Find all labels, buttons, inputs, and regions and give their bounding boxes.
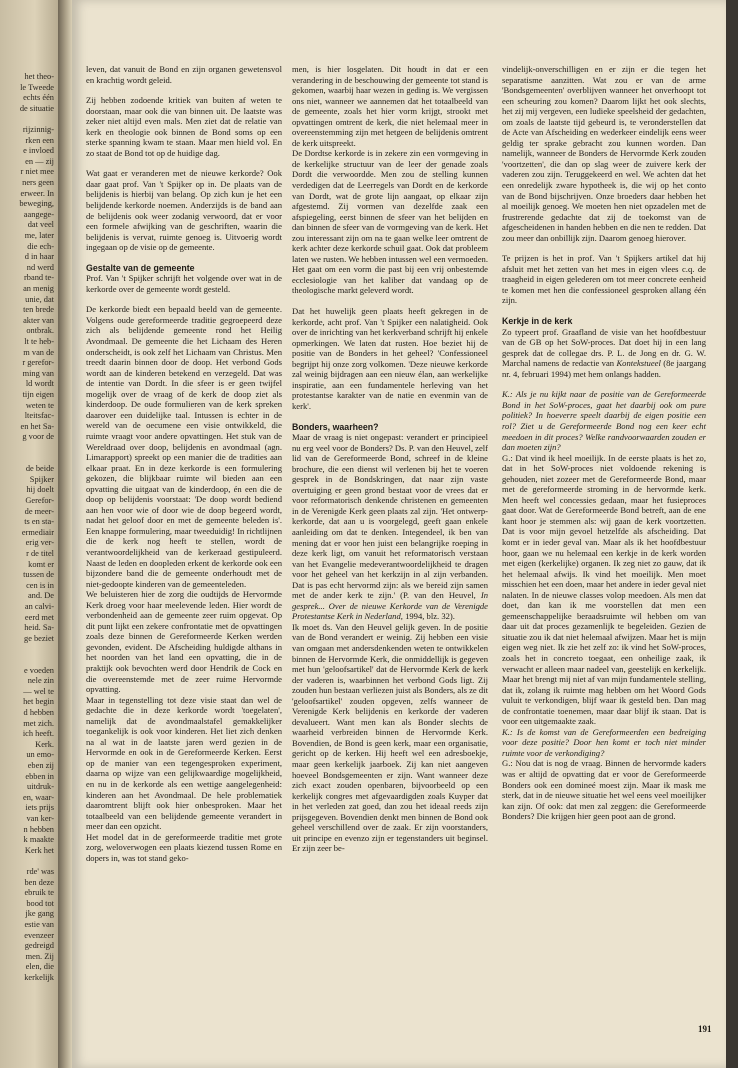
left-page-text-fragment: unie, dat: [25, 294, 54, 304]
left-page-text-fragment: het begin: [23, 697, 54, 707]
column-2: [292, 64, 488, 864]
left-page-text-fragment: men. Zij: [25, 951, 54, 961]
paragraph: Prof. Van 't Spijker schrijft het volgende over wat in de kerkorde over de gemeente wordt gesteld.: [86, 273, 282, 294]
paragraph: Ik moet ds. Van den Heuvel gelijk geven. In de positie van de Bond verandert er weinig. Zij hebben een visie van omgaan met andersdenkenden weten te ontwikkelen binnen de Hervormde Kerk, die onmiddellijk is gegeven met hun 'geloofsartikel' dat de Hervormde Kerk de kerk der vaderen is, waarbinnen het verbond Gods ligt. Zij zouden hun bestaan verliezen juist als Bonders, als ze dit 'geloofsartikel' zouden opgeven, zelfs wanneer de Verenigde Kerk belijdenis en kerkorde der vaderen devalueert. Want men kan als Bonder slechts de waarheid verbreiden binnen de Hervormde Kerk. Bovendien, de Bond is geen kerk, maar een organisatie, gericht op de kerken. Hij heeft wel een adresboekje, maar geen kerkelijk jaarboek. Zij kan niet aangeven hoeveel Bondsgemeenten er zijn. Want wanneer deze zich exact zouden openbaren, bijvoorbeeld op een kerkelijk congres met afgevaardigden zoals Kuyper dat in het verleden zat goed, dan zou het ideaal reeds zijn prijsgegeven. Bovendien denkt men binnen de Bond ook geheel verschillend over de zaak. Er zijn voorstanders, uit principe en evenzo zijn er tegenstanders uit beginsel. Er zijn zeer be-: [292, 621, 488, 854]
left-page-text-fragment: iets prijs: [25, 803, 54, 813]
interview-question: K.: Als je nu kijkt naar de positie van de Gereformeerde Bond in het SoW-proces, gaat het daarbij ook om pure politiek? In hoeverre speelt daarbij de eigen positie een rol? Ziet u de Gereformeerde Bond nog een keer echt meedoen in dit proces? Welke randvoorwaarden zouden er dan moeten zijn?: [502, 389, 706, 453]
left-page-text-fragment: bood tot: [26, 898, 54, 908]
left-page-text-fragment: erweer. In: [20, 188, 54, 198]
page-number: 191: [698, 1024, 712, 1034]
left-page-text-fragment: ten brede: [23, 305, 54, 315]
column-3: [502, 64, 706, 832]
left-page-text-fragment: k maakte: [23, 835, 54, 845]
left-page-text-fragment: le Tweede: [20, 82, 54, 92]
left-page-text-fragment: elen, die: [25, 962, 54, 972]
left-page-text-fragment: die ech-: [27, 241, 54, 251]
left-page-text-fragment: ich heeft.: [22, 729, 54, 739]
paragraph: De Dordtse kerkorde is in zekere zin een vormgeving in de kerkelijke structuur van de leer der genade zoals Dordt die verwoordde. Men zou de stelling kunnen verdedigen dat de Leerregels van Dordt en de kerkorde van Dordt, wat de grote lijn aangaat, op elkaar zijn afgestemd. Zij vormen van dezelfde zaak een afspiegeling, eerst binnen de sfeer van het belijden en dan binnen de sfeer van de vormgeving van de kerk. Het zou interessant zijn om na te gaan welke leer omtrent de kerk achter deze kerkorde schuil gaat. Ook dat probleem laten we rusten. We hebben intussen wel een vermoeden. Het gaat om een vorm die past bij een vrij onbestemde ecclesiologie van het kaliber dat vandaag op de theologische markt geleverd wordt.: [292, 148, 488, 296]
book-gutter: [58, 0, 72, 1068]
left-page-text-fragment: beweging,: [19, 199, 54, 209]
left-page-text-fragment: Kerk het: [24, 845, 54, 855]
left-page-text-fragment: ebben in: [25, 771, 54, 781]
left-page-text-fragment: Gerefor-: [25, 496, 54, 505]
paragraph: Zij hebben zodoende kritiek van buiten af weten te doorstaan, maar ook die van binnen uit. De laatste was zeker niet altijd even mals. Men ziet dat de relatie van kerk en theologie ook binnen de Bond soms op een sterke spanning kwam te staan. Maar men hield vol. En zo staat de Bond tot op de huidige dag.: [86, 95, 282, 158]
left-page-text-fragment: un emo-: [26, 750, 54, 760]
left-page-text-fragment: lt te heb-: [24, 337, 54, 346]
left-page-text-fragment: de meer-: [24, 506, 54, 516]
paragraph: [502, 327, 706, 380]
left-page-text-fragment: r gerefor-: [22, 358, 54, 368]
left-page-text-fragment: uitdruk-: [27, 782, 54, 792]
paragraph: vindelijk-onverschilligen en er zijn er die tegen het separatisme aanzitten. Wat zou er van de arme 'Bondsgemeenten' overblijven wanneer het onverhoopt tot een scheuring zou komen? Daarom lijkt het ook slechts, het zij mij vergeven, een ludieke speelsheid der gedachten, om zoals de laatste tijd gebeurd is, te veronderstellen dat de Acte van Afscheiding en wederkeer eindelijk eens weer geldig ter sprake gebracht zou kunnen worden. Dan namelijk, wanneer de Bonders de Hervormde Kerk zouden 'voortzetten', die dan op slag weer de zuivere kerk der vaderen zou zijn. Teruggekeerd en wel. We achten dat het een onredelijk zware hypotheek is, die wij op het conto van de Bond bijschrijven. Onze broeders daar hebben het al moeilijk genoeg. We moeten hen niet opzadelen met de frustrerende gedachte dat zij de toekomst van de afgescheidenen in handen hebben en die nen te redden. Dat zou meer dan onbillijk zijn. Daarom genoeg hierover.: [502, 64, 706, 243]
left-page-text-fragment: dat veel: [27, 220, 54, 230]
left-page-text-fragment: lteitsfac-: [24, 411, 54, 421]
left-page-text-fragment: de situatie: [19, 103, 54, 113]
left-page-text-fragment: rken een: [25, 135, 54, 145]
paragraph: Maar in tegenstelling tot deze visie staat dan wel de gedachte die in deze kerkorde wordt 'toegelaten', namelijk dat de avondmaalstafel gemakkelijker toegankelijk is ook voor kinderen. Het liet zich denken na al wat in de laatste jaren werd gezien in de Hervormde en ook in de Gereformeerde Kerken. Eerst op de manier van een tegengesproken experiment, daarna op wijze van een gelijkwaardige mogelijkheid, en nu in de kerkorde als een wettige aangelegenheid: kinderen aan het Avondmaal. De hele problematiek daaromtrent blijft ook hier onbesproken. Maar het totaalbeeld van een belijdende gemeente verandert in meer dan een opzicht.: [86, 694, 282, 832]
left-page-text-fragment: r de titel: [26, 549, 54, 558]
interview-question: K.: Is de komst van de Gereformeerden een bedreiging voor deze positie? Door hen komt er toch niet minder ruimte voor de verkondiging?: [502, 726, 706, 758]
left-page-text-fragment: Kerk.: [35, 739, 54, 749]
column-1: [86, 64, 282, 873]
left-page-text-fragment: met zich.: [23, 718, 54, 728]
left-page-text-fragment: Spijker: [29, 474, 54, 484]
journal-title: Kontekstueel: [616, 358, 661, 369]
left-page-text-fragment: ben deze: [24, 877, 54, 887]
left-page-text-fragment: erig ver-: [25, 538, 54, 548]
left-page-text-fragment: van ker-: [26, 814, 54, 823]
left-page-text-fragment: eben zij: [27, 761, 54, 770]
text-run: , 1994, blz. 32).: [400, 611, 455, 622]
left-page-text-fragment: d hebben: [23, 708, 54, 717]
left-page-text-fragment: eerd met: [24, 612, 54, 622]
left-page-text-fragment: an menig: [23, 284, 54, 293]
left-page-text-fragment: hij doelt: [26, 485, 54, 495]
left-page-text-fragment: and. De: [27, 591, 54, 601]
left-page-text-fragment: kerkelijk: [24, 973, 54, 982]
left-page-text-fragment: en het Sa-: [20, 421, 54, 431]
left-page-text-fragment: r niet mee: [20, 167, 54, 177]
left-page-text-fragment: — wel te: [23, 686, 54, 696]
left-page-text-fragment: ld wordt: [25, 379, 54, 389]
magazine-page: [72, 0, 726, 1068]
left-page-text-fragment: het theo-: [24, 72, 54, 81]
left-page-text-fragment: nele zin: [27, 676, 54, 686]
left-page-text-fragment: echts één: [23, 93, 54, 103]
left-page-text-fragment: me, later: [24, 231, 54, 240]
text-run: Maar de vraag is niet ongepast: verandert er principieel nu erg veel voor de Bonders? Ds. P. van den Heuvel, zelf lid van de Gereformeerde Bond, schreef in de kleine brochure, die een dienst wil verlenen bij het te voeren gesprek in de Bondskringen, dat naar zijn vaste overtuiging er geen grond bestaat voor de vrees dat er voor reformatorisch denkende christenen en gemeenten in de Verenigde Kerk geen plaats zal zijn. 'Het ontwerp-kerkorde, dat aan u is voorgelegd, geeft gaan enkele aanleiding om dat te denken. Integendeel, ik ben van mening dat er voor hen juist een belangrijke roeping in deze kerk ligt, om vanuit het reformatorisch verstaan van het Evangelie medeverantwoordelijkheid te dragen voor het geheel van het kerkzijn in al zijn verbanden. Dat is pas echt hervormd zijn: als we bereid zijn samen met de ander kerk te zijn.' (P. van den Heuvel,: [292, 432, 489, 601]
left-page-text-fragment: aangege-: [23, 209, 54, 219]
left-page-text-fragment: rde' was: [26, 867, 54, 876]
left-page-text-fragment: an calvi-: [24, 602, 54, 611]
paragraph: Wat gaat er veranderen met de nieuwe kerkorde? Ook daar gaat prof. Van 't Spijker op in. De plaats van de belijdenis is hierbij van belang. Op zich kun je het een belijdende kerkorde noemen. Anderzijds is de band aan de belijdenis ook weer zodanig verwoord, dat er voor een formele afwijking van de geschriften, waarin die belijdenis is vervat, ruimte genoeg is. Uitvoerig wordt ingegaan op de visie op de gemeente.: [86, 168, 282, 253]
left-page-text-fragment: e voeden: [24, 665, 54, 675]
paragraph: Te prijzen is het in prof. Van 't Spijkers artikel dat hij afsluit met het zetten van het mes in eigen vlees c.q. de traagheid in eigen gelederen om tot meer concrete eenheid te komen met hen die confessioneel gesproken allang één zijn.: [502, 253, 706, 306]
left-page-text-fragment: n hebben: [23, 824, 54, 834]
paragraph: Het model dat in de gereformeerde traditie met grote zorg, weloverwogen een plaats kiezend tussen Rome en dopers in, was tot stand geko-: [86, 831, 282, 863]
left-page-text-fragment: ts en sta-: [24, 517, 54, 527]
left-page-text-fragment: ermediair: [21, 527, 54, 537]
left-page-text-fragment: akter van: [23, 315, 54, 325]
left-page-text-fragment: m van de: [23, 347, 54, 357]
interview-answer: G.: Dat vind ik heel moeilijk. In de eerste plaats is het zo, dat in het SoW-proces niet voldoende rekening is gehouden, niet zozeer met de Gereformeerde Bond, maar met de gereformeerde stroming in de hervormde kerk. Men heeft wel concessies gedaan, maar het fusieproces gaat door. Wat de Gereformeerde Bond betreft, aan de ene kant hoor je stemmen als: wij gaan de kerk voortzetten. Dat is voor mijn gevoel hetzelfde als afscheiding. Dat komt er in ieder geval van. Maar als ik het hoofdbestuur hoor, gaan we nu helemaal een kerkje in de kerk worden met eigen (kerkelijke) organen. Ik zeg niet zo gauw, dat ik het helemaal afwijs. Ik vind het moeilijk. Men moet misschien het een doen, maar het andere in ieder geval niet nalaten. In de nieuwe classes volop meedoen. Als men dat doet, dan kan ik me voorstellen dat men een gemeenschappelijke beraadsruimte wil hebben om van daar uit dat proces gezamenlijk te begeleiden. Gezien de situatie zou ik dat niet helemaal afwijzen. Maar het is mijn eigen weg niet. Ik zie het zelf zo: ik vind het SoW-proces, zoals het in concreto toegaat, een onheilige zaak, ik verwacht er alleen maar nadeel van, geestelijk en kerkelijk. Maar het brengt mij niet af van mijn fundamentele stelling, dat ik, zolang ik ruimte mag hebben om het Woord Gods vuluit te verkondigen, blijf waar ik gesteld ben. Dan mag de confrontatie toenemen, maar daar blijf ik staan. Dat is voor een uitgemaakte zaak.: [502, 452, 706, 727]
paragraph: We beluisteren hier de zorg die oudtijds de Hervormde Kerk droeg voor haar meelevende leden. Hier wordt de verbondenheid aan de gemeente zeer ruim opgevat. Op dit punt lijkt een zekere confrontatie met de opvattingen zoals deze binnen de Gereformeerde Kerken werden gevonden, evident. De Afscheiding huldigde althans in het noorden van het land een opvatting, die in de praktijk ook bevochten werd door Hendrik de Cock en die overeenstemde met de zeer ruime Hervormde opvatting.: [86, 589, 282, 695]
left-page-edge: [0, 0, 58, 1068]
left-page-text-fragment: g voor de: [22, 432, 54, 442]
left-page-text-fragment: ge beziet: [24, 633, 54, 643]
left-page-text-fragment: ming van: [22, 368, 54, 378]
paragraph: men, is hier losgelaten. Dit houdt in dat er een verandering in de beschouwing der gemeente tot stand is gekomen, waarbij haar wezen in geding is. We vergissen ons niet, wanneer we aannemen dat het totaalbeeld van de gemeente, zoals het hier vorm krijgt, strookt met opvattingen omtrent de kerk, die niet helemaal meer in overeenstemming zijn met hetgeen de belijdenis omtrent de kerk uitspreekt.: [292, 64, 488, 148]
paragraph: leven, dat vanuit de Bond en zijn organen gewetensvol en krachtig wordt geleid.: [86, 64, 282, 85]
left-page-text-fragment: en — zij: [25, 156, 54, 166]
left-page-text-fragment: cen is in: [26, 580, 54, 590]
left-page-text-fragment: tussen de: [23, 570, 54, 580]
left-page-text-fragment: ebruik te: [24, 888, 54, 898]
paragraph: Dat het huwelijk geen plaats heeft gekregen in de kerkorde, acht prof. Van 't Spijker een nalatigheid. Ook over de inrichting van het kerkverband schrijft hij enkele opmerkingen. We laten dat rusten. Hoe beziet hij de positie van de Bonders in het geheel? 'Confessioneel begrijpt hij onze zorg volkomen. 'Deze nieuwe kerkorde zal weinig bijdragen aan een nieuw élan, aan werkelijke inspiratie, aan een fundamentele herleving van het protestantse karakter van de natie en evenmin van de kerk'.: [292, 306, 488, 411]
paragraph: [292, 432, 488, 622]
paragraph: De kerkorde biedt een bepaald beeld van de gemeente. Volgens oude gereformeerde traditie gegroepeerd deze zich als belijdende gemeente rond het Heilig Avondmaal. De gemeente die het Lichaam des Heren onderscheidt, is ook zelf het Lichaam van Christus. Men treedt daarin binnen door de doop. Het verbond Gods wordt aan de kinderen betekend en verzegeld. Dat was de intentie van Dordt. In die sfeer is er geen twijfel mogelijk over de vraag of de kerk de doop ziet als kinderdoop. De oude formulieren van de kerk spreken daarover een duidelijke taal. Intussen is echter in de wereld van de oecumene een visie ontwikkeld, die ruimte vraagt voor andere opvattingen. Het stuk van de Wereldraad over doop, belijdenis en avondmaal (agn. Limarapport) spreekt op een manier die de tradities aan elkaar praat. En in deze kerkorde is een formulering gekozen, die blijkbaar ruimte wil bieden aan een opvatting die uitgaat van de kinderdoop, én een die de doop op belijdenis voorstaat: 'De doop wordt bediend aan hen voor wie of door wie de doop begeerd wordt, nadat het geloof door en met de gemeente beleden is'. Een knappe formulering, maar tweeduidig! In richtlijnen die de kerk nog heeft te stellen, wordt de verantwoordelijkheid van de kerkeraad gestipuleerd. Naast de leden en doopleden erkent de kerkorde ook een bijzondere band die de gemeente onderhoudt met de niet-gedoopte kinderen van de gemeenteleden.: [86, 304, 282, 589]
section-heading: Kerkje in de kerk: [502, 316, 573, 327]
section-heading: Bonders, waarheen?: [292, 421, 379, 432]
left-page-text-fragment: gedreigd: [24, 941, 54, 951]
left-page-text-fragment: evenzeer: [24, 930, 54, 940]
book-title: In gesprek... Over de nieuwe Kerkorde van de Verenigde Protestantse Kerk in Nederland: [292, 590, 488, 622]
left-page-text-fragment: nd werd: [26, 262, 54, 272]
left-page-text-fragment: estie van: [24, 920, 54, 929]
left-page-text-fragment: ontbrak.: [26, 326, 54, 336]
interview-answer: G.: Nou dat is nog de vraag. Binnen de hervormde kaders was er altijd de opvatting dat er voor de Gereformeerde Bonders ook een domineé moest zijn. Maar ik mask me sterk, dat in de nieuwe situatie het wel eens veel moeilijker kan zijn. Of ook: dat men zal zeggen: die Gereformeerde Bonders? Die krijgen hier geen poot aan de grond.: [502, 758, 706, 822]
left-page-text-fragment: jke gang: [25, 909, 54, 919]
section-heading: Gestalte van de gemeente: [86, 262, 195, 273]
left-page-text-fragment: d in haar: [24, 252, 54, 262]
left-page-text-fragment: en, waar-: [23, 792, 54, 802]
text-run: (8e jaargang nr. 4, februari 1994) met hem onlangs hadden.: [502, 358, 706, 379]
left-page-text-fragment: de beide: [25, 464, 54, 474]
left-page-text-fragment: weten te: [25, 400, 54, 410]
text-run: Zo typeert prof. Graafland de visie van het hoofdbestuur van de GB op het SoW-proces. Dat doet hij in een lang gesprek dat de collegae drs. P. L. de Jong en dr. G. W. Marchal namens de redactie van: [502, 326, 706, 369]
left-page-text-fragment: rband te-: [24, 273, 54, 283]
left-page-text-fragment: e invloed: [23, 146, 54, 156]
left-page-text-fragment: tijn eigen: [22, 390, 54, 399]
left-page-text-fragment: ners geen: [22, 178, 54, 187]
left-page-text-fragment: komt er: [28, 559, 54, 569]
left-page-text-fragment: heid. Sa-: [24, 623, 54, 633]
left-page-text-fragment: rijzinnig-: [22, 125, 54, 134]
